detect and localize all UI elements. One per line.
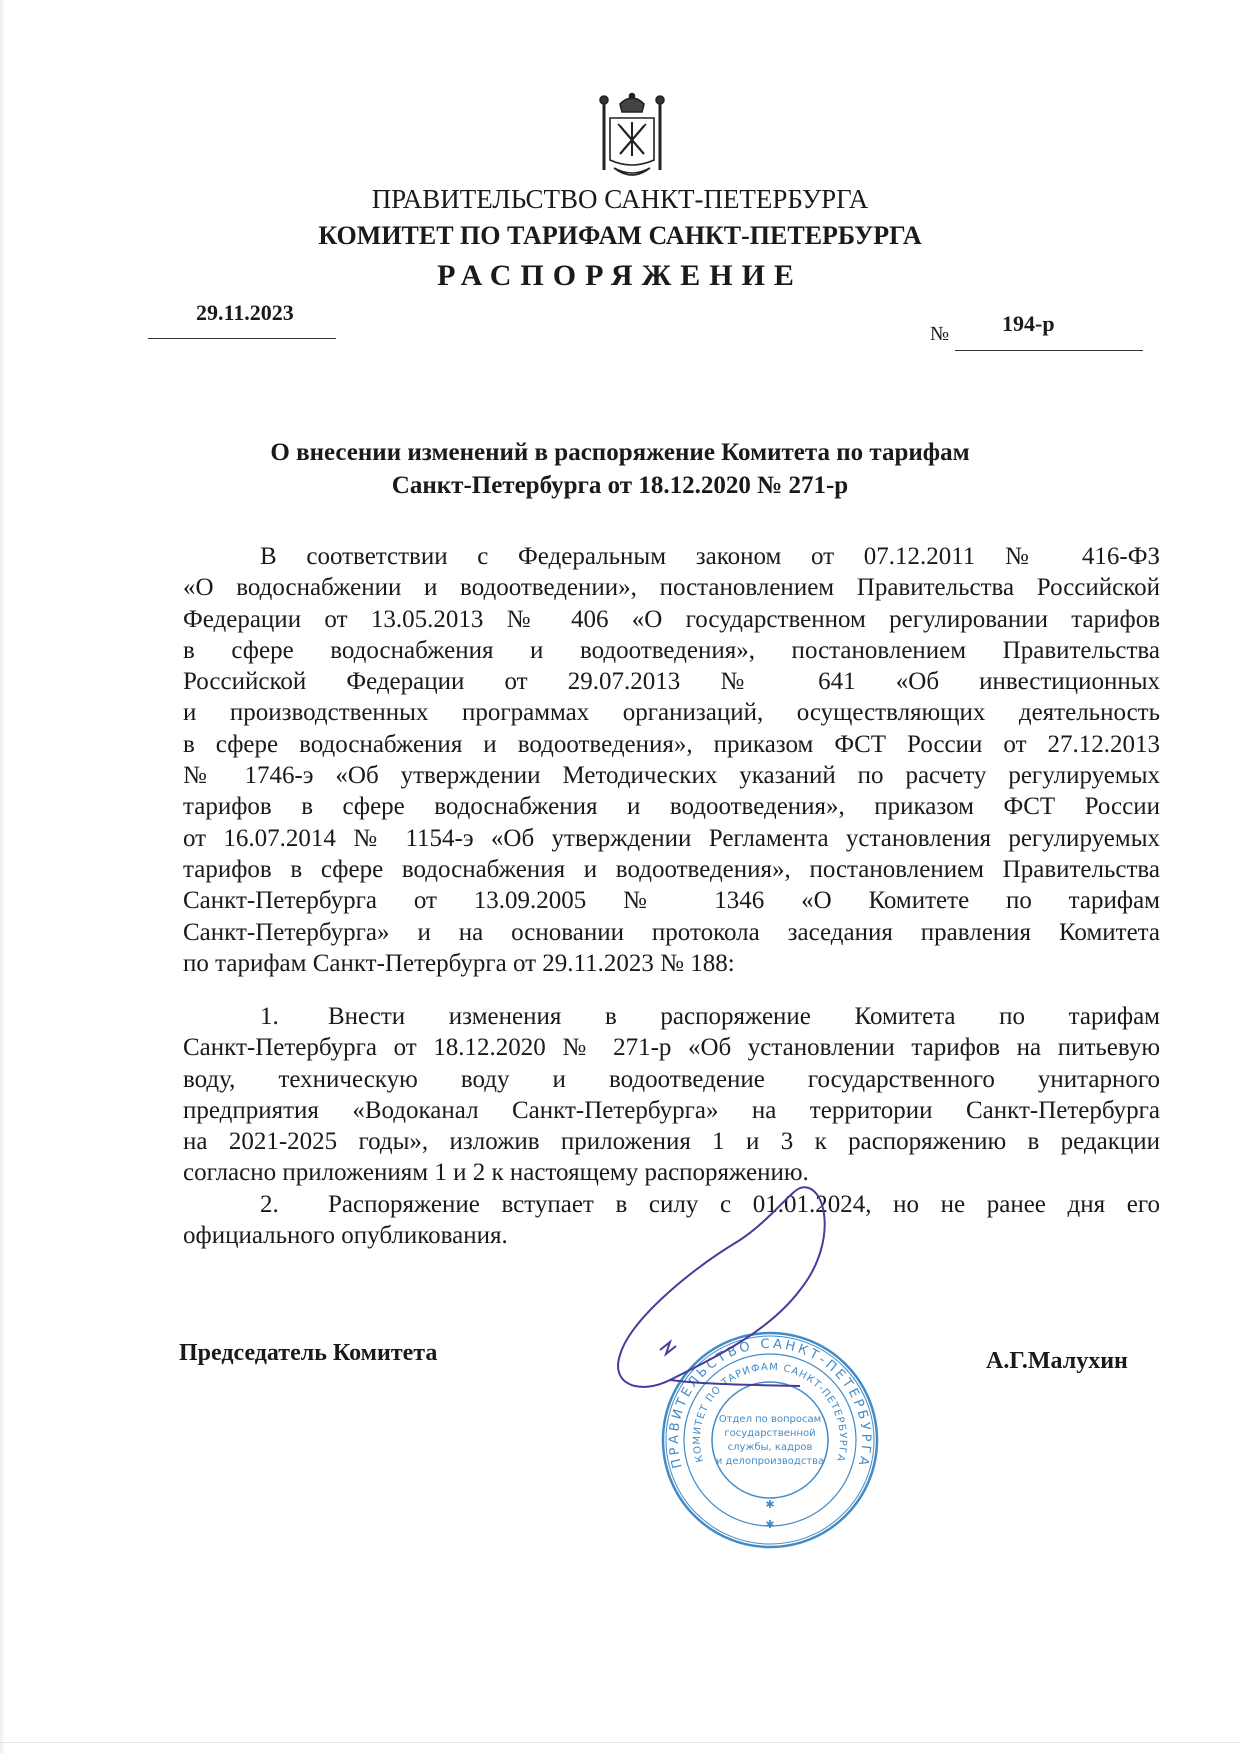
stamp-center-line-3: службы, кадров: [727, 1442, 813, 1453]
preamble-line: Санкт-Петербурга» и на основании протокола заседания правления Комитета: [183, 918, 1160, 946]
stamp-center-line-2: государственной: [724, 1428, 816, 1439]
stamp-outer-text: ПРАВИТЕЛЬСТВО САНКТ-ПЕТЕРБУРГА: [666, 1336, 874, 1470]
preamble-line: тарифов в сфере водоснабжения и водоотведения», приказом ФСТ России: [183, 793, 1160, 821]
stamp-center-line-4: и делопроизводства: [715, 1456, 825, 1467]
stamp-center-line-1: Отдел по вопросам: [718, 1414, 822, 1425]
number-sign: №: [930, 323, 950, 345]
document-subject: [40, 436, 1200, 502]
subject-line-1: О внесении изменений в распоряжение Комитета по тарифам: [270, 439, 970, 466]
number-underline: [955, 350, 1143, 351]
order-item-1-line: [183, 1001, 1160, 1032]
preamble-line: в сфере водоснабжения и водоотведения», постановлением Правительства: [183, 636, 1160, 664]
document-number: 194-р: [1002, 311, 1055, 336]
order-item-number: 1.: [260, 1003, 279, 1030]
subject-line-2: Санкт-Петербурга от 18.12.2020 № 271-р: [391, 472, 849, 499]
preamble-line: в сфере водоснабжения и водоотведения», приказом ФСТ России от 27.12.2013: [183, 730, 1160, 758]
preamble-line: и производственных программах организаций, осуществляющих деятельность: [183, 699, 1160, 727]
government-title: ПРАВИТЕЛЬСТВО САНКТ-ПЕТЕРБУРГА: [371, 184, 869, 214]
preamble-line: Санкт-Петербурга от 13.09.2005 № 1346 «О Комитете по тарифам: [183, 887, 1160, 915]
preamble-line: от 16.07.2014 № 1154-э «Об утверждении Регламента установления регулируемых: [183, 824, 1160, 852]
preamble-line: Федерации от 13.05.2013 № 406 «О государственном регулировании тарифов: [183, 605, 1160, 633]
document-date: 29.11.2023: [196, 300, 294, 325]
preamble-line: тарифов в сфере водоснабжения и водоотведения», постановлением Правительства: [183, 855, 1160, 883]
order-item-1-line: согласно приложениям 1 и 2 к настоящему распоряжению.: [183, 1159, 809, 1187]
order-item-1-line: предприятия «Водоканал Санкт-Петербурга» на территории Санкт-Петербурга: [183, 1096, 1160, 1124]
order-item-number: 2.: [260, 1190, 279, 1218]
order-item-text: Внести изменения в распоряжение Комитета по тарифам: [328, 1003, 1160, 1030]
stamp-star-icon: ✱: [765, 1498, 775, 1511]
order-item-2-line: официального опубликования.: [183, 1222, 508, 1250]
date-underline: [148, 338, 336, 339]
stamp-star-icon: ✱: [765, 1518, 775, 1531]
preamble-paragraph: [183, 541, 1160, 979]
order-item-text: Распоряжение вступает в силу с 01.01.2024, но не ранее дня его: [328, 1190, 1160, 1218]
preamble-line: «О водоснабжении и водоотведении», постановлением Правительства Российской: [183, 574, 1160, 602]
order-item-1-line: воду, техническую воду и водоотведение государственного унитарного: [183, 1065, 1160, 1093]
handwritten-signature: [600, 1180, 840, 1400]
preamble-line: № 1746-э «Об утверждении Методических указаний по расчету регулируемых: [183, 762, 1160, 790]
preamble-line: Российской Федерации от 29.07.2013 № 641 «Об инвестиционных: [183, 668, 1160, 696]
preamble-line: В соответствии с Федеральным законом от 07.12.2011 № 416-ФЗ: [260, 543, 1160, 570]
spb-coat-of-arms-emblem: [590, 90, 674, 182]
order-item-1-line: Санкт-Петербурга от 18.12.2020 № 271-р «Об установлении тарифов на питьевую: [183, 1034, 1160, 1062]
signatory-name: А.Г.Малухин: [986, 1348, 1128, 1374]
signatory-position: Председатель Комитета: [179, 1340, 438, 1366]
stamp-inner-ring-text: КОМИТЕТ ПО ТАРИФАМ САНКТ-ПЕТЕРБУРГА: [691, 1361, 849, 1464]
preamble-line: по тарифам Санкт-Петербурга от 29.11.2023 № 188:: [183, 949, 735, 977]
document-type-title: РАСПОРЯЖЕНИЕ: [437, 259, 803, 292]
committee-title: КОМИТЕТ ПО ТАРИФАМ САНКТ-ПЕТЕРБУРГА: [318, 221, 922, 250]
scan-bottom-edge: [0, 1742, 1240, 1743]
order-item-1-line: на 2021-2025 годы», изложив приложения 1 и 3 к распоряжению в редакции: [183, 1128, 1160, 1156]
